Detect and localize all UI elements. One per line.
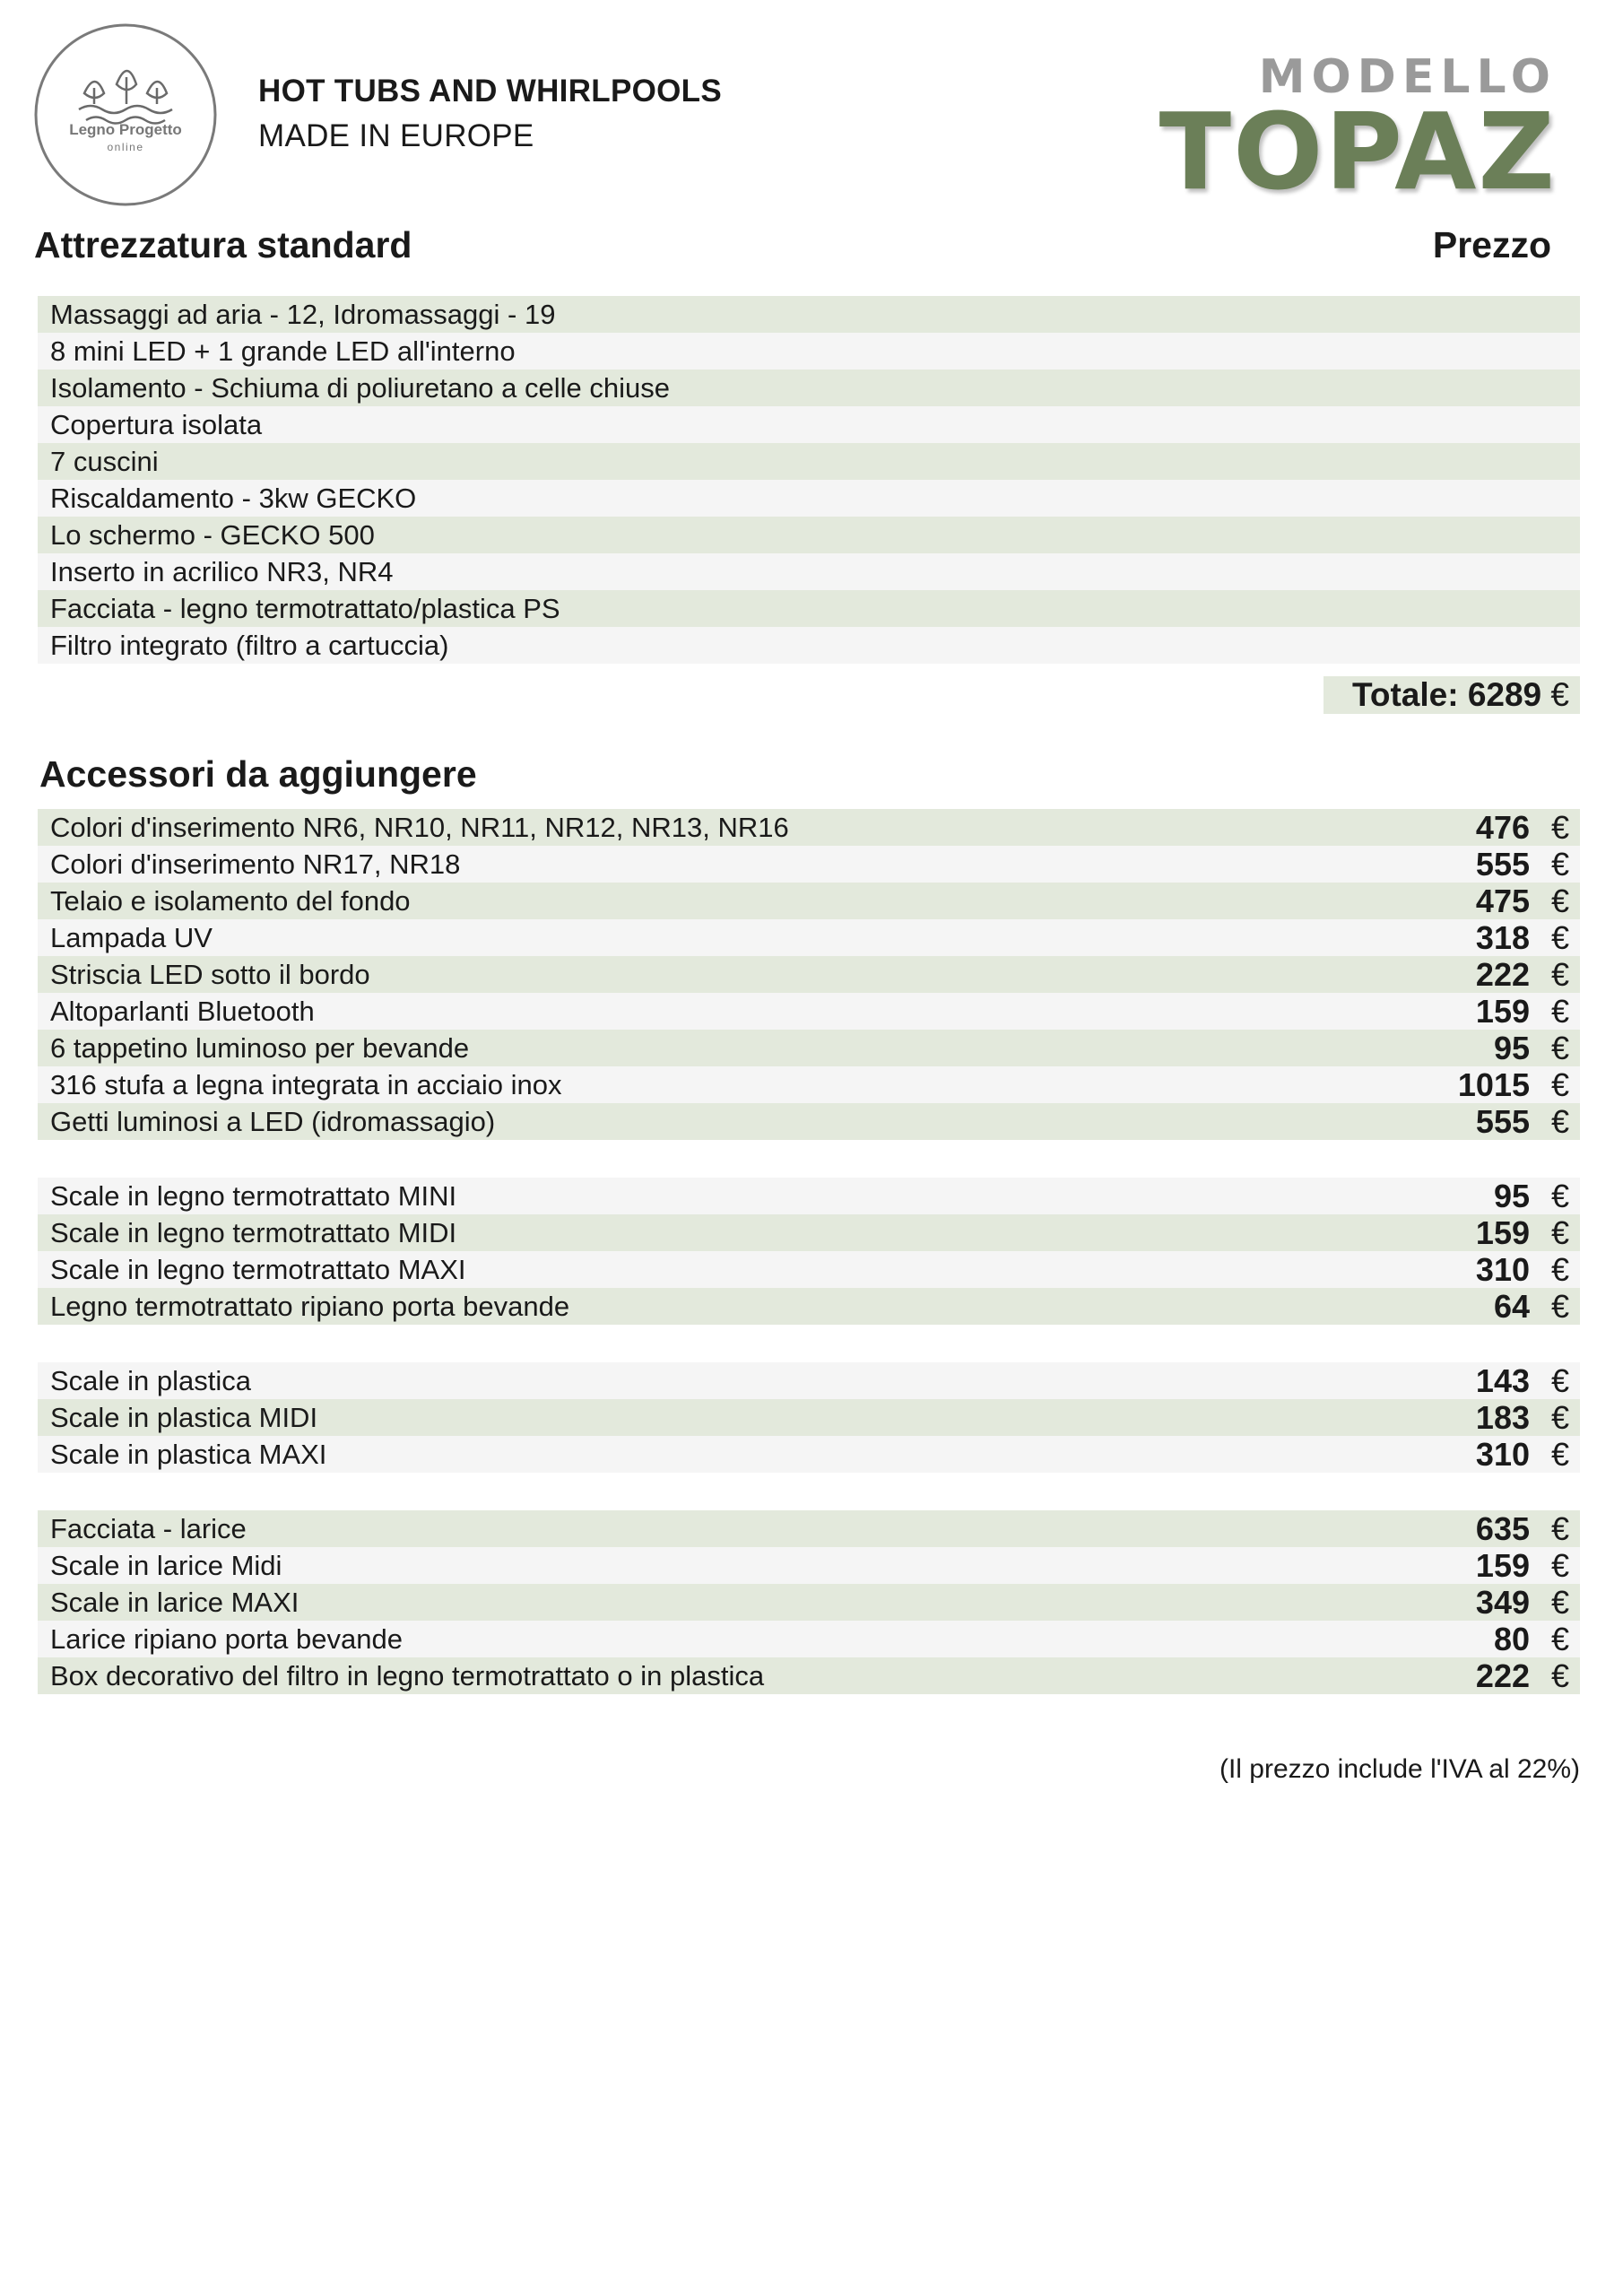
standard-item-row — [38, 443, 1580, 480]
standard-item-row — [38, 333, 1580, 370]
standard-item-label: Isolamento - Schiuma di poliuretano a celle chiuse — [50, 371, 670, 404]
accessory-label: Colori d'inserimento NR6, NR10, NR11, NR12, NR13, NR16 — [50, 811, 789, 843]
accessory-row — [38, 809, 1580, 846]
standard-item-row — [38, 517, 1580, 553]
accessory-row — [38, 956, 1580, 993]
accessories-heading: Accessori da aggiungere — [39, 753, 477, 795]
standard-item-label: Massaggi ad aria - 12, Idromassaggi - 19 — [50, 298, 556, 330]
brand-line-2: MADE IN EUROPE — [258, 118, 534, 153]
accessory-price: 159 — [1475, 992, 1530, 1030]
accessory-row — [38, 1030, 1580, 1066]
euro-symbol: € — [1550, 1065, 1569, 1103]
standard-item-label: 8 mini LED + 1 grande LED all'interno — [50, 335, 516, 367]
company-logo — [32, 22, 219, 208]
standard-item-row — [38, 480, 1580, 517]
accessory-row — [38, 1251, 1580, 1288]
accessory-row — [38, 1214, 1580, 1251]
accessory-price: 80 — [1493, 1620, 1530, 1657]
accessory-label: Scale in plastica MAXI — [50, 1438, 327, 1470]
accessory-label: Box decorativo del filtro in legno termotrattato o in plastica — [50, 1659, 765, 1692]
euro-symbol: € — [1550, 1398, 1569, 1436]
accessory-row — [38, 1584, 1580, 1621]
accessory-row — [38, 1510, 1580, 1547]
accessory-price: 635 — [1475, 1509, 1530, 1547]
accessory-label: Colori d'inserimento NR17, NR18 — [50, 848, 461, 880]
model-title — [1159, 50, 1557, 213]
accessory-price: 1015 — [1457, 1065, 1530, 1103]
euro-symbol: € — [1550, 992, 1569, 1030]
euro-symbol: € — [1550, 1657, 1569, 1694]
standard-item-row — [38, 627, 1580, 664]
accessory-row — [38, 1399, 1580, 1436]
model-name: TOPAZ — [1159, 90, 1557, 213]
svg-text:online: online — [107, 141, 144, 153]
euro-symbol: € — [1550, 955, 1569, 993]
accessory-price: 64 — [1493, 1287, 1530, 1325]
accessory-price: 159 — [1475, 1213, 1530, 1251]
accessory-label: Scale in larice MAXI — [50, 1586, 299, 1618]
accessory-price: 475 — [1475, 882, 1530, 919]
total-label: Totale: 6289 — [1352, 676, 1542, 713]
euro-symbol: € — [1550, 1509, 1569, 1547]
euro-symbol: € — [1550, 1287, 1569, 1325]
accessory-price: 555 — [1475, 845, 1530, 883]
price-column-heading: Prezzo — [1432, 224, 1551, 265]
svg-text:Legno Progetto: Legno Progetto — [69, 121, 182, 138]
standard-item-label: Copertura isolata — [50, 408, 263, 440]
accessory-label: Scale in plastica — [50, 1364, 252, 1396]
euro-symbol: € — [1550, 1102, 1569, 1140]
euro-symbol: € — [1550, 845, 1569, 883]
accessory-row — [38, 1621, 1580, 1657]
accessory-price: 183 — [1475, 1398, 1530, 1436]
accessory-price: 159 — [1475, 1546, 1530, 1584]
accessory-label: 6 tappetino luminoso per bevande — [50, 1031, 470, 1064]
accessory-label: Scale in legno termotrattato MIDI — [50, 1216, 457, 1248]
accessory-price: 310 — [1475, 1435, 1530, 1473]
group-spacer — [38, 1473, 1580, 1510]
brand-line-1: HOT TUBS AND WHIRLPOOLS — [258, 74, 722, 109]
euro-symbol: € — [1550, 808, 1569, 846]
total-currency: € — [1550, 676, 1569, 713]
standard-item-label: Lo schermo - GECKO 500 — [50, 518, 375, 551]
group-spacer — [38, 1325, 1580, 1362]
euro-symbol: € — [1550, 1213, 1569, 1251]
accessory-label: Telaio e isolamento del fondo — [50, 884, 411, 917]
standard-item-row — [38, 553, 1580, 590]
euro-symbol: € — [1550, 1177, 1569, 1214]
accessory-label: Scale in legno termotrattato MINI — [50, 1179, 457, 1212]
accessory-row — [38, 1103, 1580, 1140]
standard-item-row — [38, 296, 1580, 333]
euro-symbol: € — [1550, 1029, 1569, 1066]
accessory-price: 222 — [1475, 955, 1530, 993]
accessory-label: Scale in legno termotrattato MAXI — [50, 1253, 466, 1285]
accessory-price: 318 — [1475, 918, 1530, 956]
standard-item-label: Riscaldamento - 3kw GECKO — [50, 482, 417, 514]
standard-equipment-heading: Attrezzatura standard — [34, 224, 412, 265]
euro-symbol: € — [1550, 1620, 1569, 1657]
accessory-label: Legno termotrattato ripiano porta bevande — [50, 1290, 570, 1322]
accessory-price: 222 — [1475, 1657, 1530, 1694]
standard-item-row — [38, 406, 1580, 443]
euro-symbol: € — [1550, 1546, 1569, 1584]
euro-symbol: € — [1550, 1361, 1569, 1399]
total-price — [1324, 676, 1580, 714]
accessory-label: Striscia LED sotto il bordo — [50, 958, 370, 990]
model-label: MODELLO — [1258, 50, 1557, 104]
accessory-row — [38, 919, 1580, 956]
euro-symbol: € — [1550, 1583, 1569, 1621]
standard-equipment-list — [38, 296, 1580, 664]
accessory-row — [38, 1547, 1580, 1584]
group-spacer — [38, 1140, 1580, 1178]
standard-item-label: Facciata - legno termotrattato/plastica PS — [50, 592, 560, 624]
accessory-row — [38, 1066, 1580, 1103]
euro-symbol: € — [1550, 918, 1569, 956]
standard-item-label: Inserto in acrilico NR3, NR4 — [50, 555, 394, 587]
euro-symbol: € — [1550, 1250, 1569, 1288]
accessory-row — [38, 1436, 1580, 1473]
accessory-label: Lampada UV — [50, 921, 213, 953]
accessory-price: 95 — [1493, 1029, 1530, 1066]
accessory-row — [38, 1178, 1580, 1214]
accessory-price: 310 — [1475, 1250, 1530, 1288]
accessory-price: 95 — [1493, 1177, 1530, 1214]
accessory-label: Altoparlanti Bluetooth — [50, 995, 315, 1027]
accessory-row — [38, 883, 1580, 919]
standard-item-row — [38, 590, 1580, 627]
accessory-label: Getti luminosi a LED (idromassagio) — [50, 1105, 496, 1137]
accessory-price: 143 — [1475, 1361, 1530, 1399]
accessory-row — [38, 1288, 1580, 1325]
accessory-label: Scale in larice Midi — [50, 1549, 282, 1581]
standard-item-row — [38, 370, 1580, 406]
vat-note: (Il prezzo include l'IVA al 22%) — [1219, 1754, 1580, 1784]
accessories-list — [38, 809, 1580, 1694]
euro-symbol: € — [1550, 882, 1569, 919]
accessory-price: 555 — [1475, 1102, 1530, 1140]
accessory-label: Scale in plastica MIDI — [50, 1401, 318, 1433]
accessory-label: 316 stufa a legna integrata in acciaio inox — [50, 1068, 562, 1100]
accessory-label: Larice ripiano porta bevande — [50, 1622, 403, 1655]
accessory-label: Facciata - larice — [50, 1512, 247, 1544]
accessory-price: 349 — [1475, 1583, 1530, 1621]
brand-tagline — [258, 74, 722, 154]
accessory-row — [38, 1657, 1580, 1694]
standard-item-label: Filtro integrato (filtro a cartuccia) — [50, 629, 449, 661]
accessory-price: 476 — [1475, 808, 1530, 846]
accessory-row — [38, 846, 1580, 883]
standard-item-label: 7 cuscini — [50, 445, 159, 477]
accessory-row — [38, 993, 1580, 1030]
accessory-row — [38, 1362, 1580, 1399]
euro-symbol: € — [1550, 1435, 1569, 1473]
